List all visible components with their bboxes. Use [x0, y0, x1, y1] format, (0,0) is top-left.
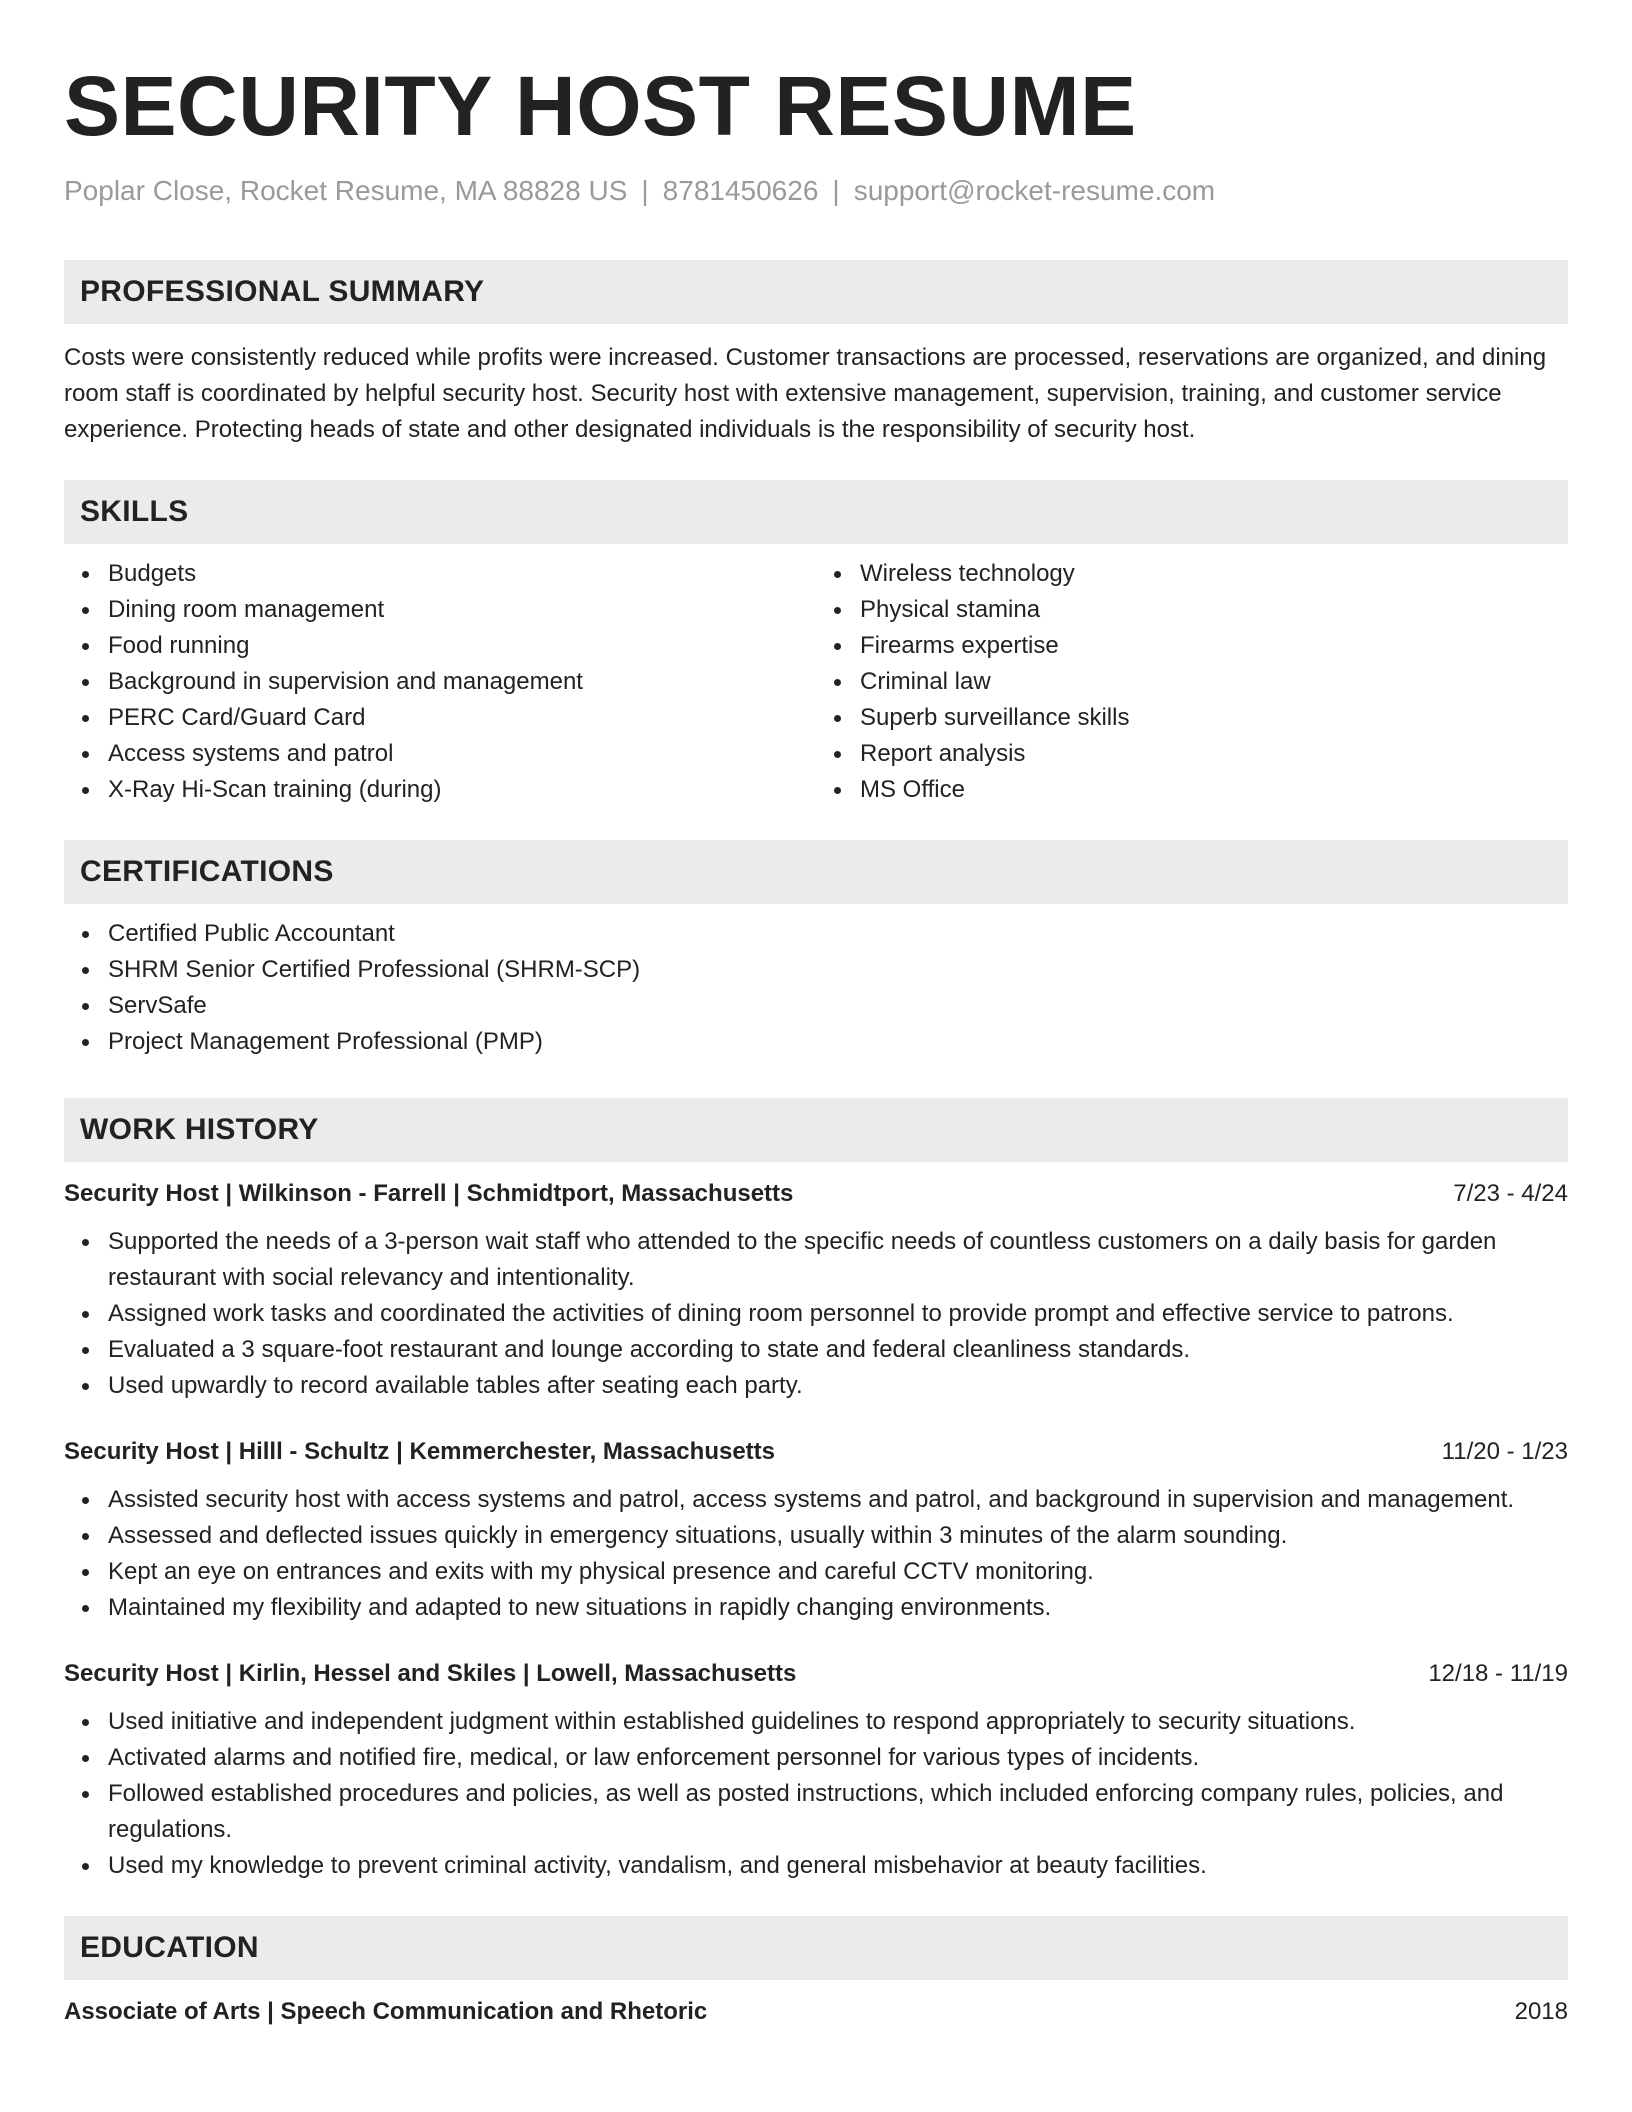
job-dates: 12/18 - 11/19 [1428, 1660, 1568, 1687]
certification-item: ServSafe [108, 988, 1568, 1024]
skills-list-right [816, 556, 1568, 808]
education-entry [64, 1996, 1568, 2028]
job-title: Security Host | Wilkinson - Farrell | Schmidtport, Massachusetts [64, 1180, 794, 1207]
contact-email: support@rocket-resume.com [853, 175, 1216, 206]
job-bullet: Used initiative and independent judgment within established guidelines to respond appropriately to security situations. [108, 1704, 1568, 1740]
contact-line [64, 174, 1568, 208]
skill-item: Food running [108, 628, 816, 664]
section-heading-skills: SKILLS [64, 480, 1568, 544]
certification-item: Project Management Professional (PMP) [108, 1024, 1568, 1060]
contact-separator: | [641, 175, 649, 206]
skill-item: Wireless technology [860, 556, 1568, 592]
skill-item: Physical stamina [860, 592, 1568, 628]
job-bullet: Kept an eye on entrances and exits with my physical presence and careful CCTV monitoring. [108, 1554, 1568, 1590]
job-bullet: Assisted security host with access systems and patrol, access systems and patrol, and background in supervision and management. [108, 1482, 1568, 1518]
job-entry [64, 1658, 1568, 1884]
contact-address: Poplar Close, Rocket Resume, MA 88828 US [64, 175, 628, 206]
section-heading-certifications: CERTIFICATIONS [64, 840, 1568, 904]
skill-item: Budgets [108, 556, 816, 592]
skill-item: Access systems and patrol [108, 736, 816, 772]
skill-item: Firearms expertise [860, 628, 1568, 664]
summary-text: Costs were consistently reduced while profits were increased. Customer transactions are processed, reservations are organized, and dining room staff is coordinated by helpful security host. Security host with extensive management, supervision, training, and customer service experience. Protecting heads of state and other designated individuals is the responsibility of security host. [64, 344, 1547, 443]
job-bullet: Assigned work tasks and coordinated the activities of dining room personnel to provide prompt and effective service to patrons. [108, 1296, 1568, 1332]
job-bullet: Assessed and deflected issues quickly in emergency situations, usually within 3 minutes of the alarm sounding. [108, 1518, 1568, 1554]
job-header [64, 1436, 1568, 1468]
job-bullet: Activated alarms and notified fire, medical, or law enforcement personnel for various types of incidents. [108, 1740, 1568, 1776]
job-dates: 11/20 - 1/23 [1441, 1438, 1568, 1465]
job-bullets [64, 1482, 1568, 1626]
job-bullet: Evaluated a 3 square-foot restaurant and lounge according to state and federal cleanliness standards. [108, 1332, 1568, 1368]
job-bullet: Used upwardly to record available tables after seating each party. [108, 1368, 1568, 1404]
job-title: Security Host | Hilll - Schultz | Kemmerchester, Massachusetts [64, 1438, 775, 1465]
job-bullets [64, 1704, 1568, 1884]
job-entry [64, 1436, 1568, 1626]
certification-item: Certified Public Accountant [108, 916, 1568, 952]
job-bullet: Maintained my flexibility and adapted to new situations in rapidly changing environments. [108, 1590, 1568, 1626]
skills-grid [64, 544, 1568, 808]
education-degree: Associate of Arts | Speech Communication and Rhetoric [64, 1998, 708, 2025]
job-bullet: Followed established procedures and policies, as well as posted instructions, which included enforcing company rules, policies, and regulations. [108, 1776, 1568, 1848]
certifications-list [64, 916, 1568, 1060]
skill-item: MS Office [860, 772, 1568, 808]
education-year: 2018 [1514, 1998, 1568, 2025]
skill-item: Dining room management [108, 592, 816, 628]
skill-item: Criminal law [860, 664, 1568, 700]
job-entry [64, 1178, 1568, 1404]
job-bullet: Used my knowledge to prevent criminal activity, vandalism, and general misbehavior at beauty facilities. [108, 1848, 1568, 1884]
job-bullets [64, 1224, 1568, 1404]
contact-phone: 8781450626 [662, 175, 819, 206]
job-header [64, 1178, 1568, 1210]
skill-item: Superb surveillance skills [860, 700, 1568, 736]
certification-item: SHRM Senior Certified Professional (SHRM-SCP) [108, 952, 1568, 988]
job-title: Security Host | Kirlin, Hessel and Skiles | Lowell, Massachusetts [64, 1660, 797, 1687]
skill-item: Background in supervision and management [108, 664, 816, 700]
education-header [64, 1996, 1568, 2028]
section-heading-education: EDUCATION [64, 1916, 1568, 1980]
job-header [64, 1658, 1568, 1690]
contact-separator: | [832, 175, 840, 206]
resume-title: SECURITY HOST RESUME [64, 59, 1137, 153]
skill-item: PERC Card/Guard Card [108, 700, 816, 736]
skills-list-left [64, 556, 816, 808]
skill-item: X-Ray Hi-Scan training (during) [108, 772, 816, 808]
skill-item: Report analysis [860, 736, 1568, 772]
job-dates: 7/23 - 4/24 [1453, 1180, 1568, 1207]
section-heading-work-history: WORK HISTORY [64, 1098, 1568, 1162]
section-heading-summary: PROFESSIONAL SUMMARY [64, 260, 1568, 324]
job-bullet: Supported the needs of a 3-person wait staff who attended to the specific needs of countless customers on a daily basis for garden restaurant with social relevancy and intentionality. [108, 1224, 1568, 1296]
